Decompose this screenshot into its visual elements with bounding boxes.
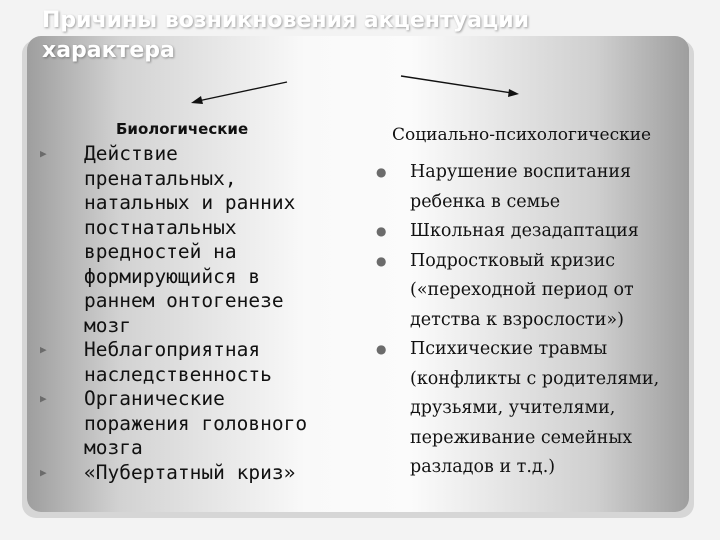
list-item [376, 217, 666, 247]
triangle-right-icon: ▶ [40, 343, 47, 356]
list-item [376, 247, 666, 336]
list-item-text: Школьная дезадаптация [410, 221, 639, 241]
list-item-text: Подростковый кризис («переходной период от детства к взрослости») [410, 250, 634, 330]
social-list [376, 158, 666, 483]
list-item [40, 387, 340, 461]
social-heading: Социально-психологические [392, 125, 652, 145]
list-item [40, 461, 340, 486]
list-item-text: Органические поражения головного мозга [84, 387, 308, 459]
dot-icon: ● [376, 224, 387, 238]
slide-title: Причины возникновения акцентуации характера [42, 8, 530, 63]
list-item-text: Психические травмы (конфликты с родителями, друзьями, учителями, переживание семейных разладов и т.д.) [410, 339, 660, 477]
list-item [376, 158, 666, 217]
list-item [40, 142, 340, 338]
arrow-down-left-icon [191, 82, 287, 104]
dot-icon: ● [376, 253, 387, 268]
triangle-right-icon: ▶ [40, 392, 47, 405]
list-item [376, 335, 666, 483]
arrow-down-right-icon [401, 76, 519, 97]
list-item [40, 338, 340, 387]
list-item-text: «Пубертатный криз» [84, 460, 296, 484]
dot-icon: ● [376, 165, 387, 179]
triangle-right-icon: ▶ [40, 465, 47, 479]
list-item-text: Действие пренатальных, натальных и ранних постнатальных вредностей на формирующийся в раннем онтогенезе мозг [84, 142, 296, 337]
dot-icon: ● [376, 342, 387, 356]
list-item-text: Неблагоприятная наследственность [84, 338, 272, 386]
biological-list [40, 142, 340, 485]
list-item-text: Нарушение воспитания ребенка в семье [410, 162, 632, 212]
triangle-right-icon: ▶ [40, 147, 47, 160]
biological-heading: Биологические [116, 120, 249, 138]
